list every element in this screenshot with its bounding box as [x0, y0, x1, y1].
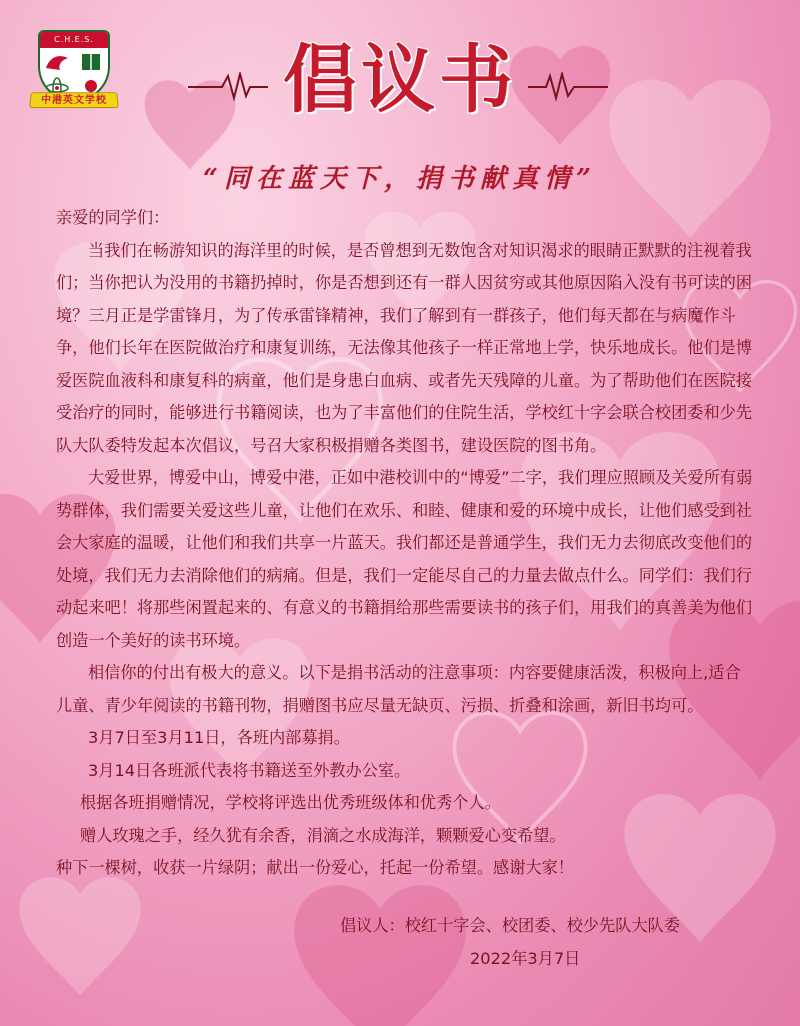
badge-ribbon: 中港英文学校	[29, 92, 119, 108]
schedule-item: 3月14日各班派代表将书籍送至外教办公室。	[88, 760, 411, 780]
subtitle-slogan: “同在蓝天下，捐书献真情”	[203, 164, 597, 194]
closing-line: 根据各班捐赠情况，学校将评选出优秀班级体和优秀个人。	[80, 793, 501, 812]
greeting: 亲爱的同学们：	[56, 208, 170, 227]
schedule-item: 3月7日至3月11日，各班内部募捐。	[88, 728, 350, 747]
badge-initials: C.H.E.S.	[40, 32, 108, 48]
closing-line: 种下一棵树，收获一片绿阴；献出一份爱心，托起一份希望。感谢大家！	[56, 858, 574, 877]
paragraph-2: 大爱世界，博爱中山，博爱中港，正如中港校训中的“博爱”二字，我们理应照顾及关爱所有弱势群体，我们需要关爱这些儿童，让他们在欢乐、和睦、健康和爱的环境中成长，让他们感受到社会大家庭的温暖，让他们和我们共享一片蓝天。我们都还是普通学生，我们无力去彻底改变他们的处境，我们无力去消除他们的病痛。但是，我们一定能尽自己的力量去做点什么。同学们：我们行动起来吧！将那些闲置起来的、有意义的书籍捐给那些需要读书的孩子们，用我们的真善美为他们创造一个美好的读书环境。	[56, 468, 753, 650]
date: 2022年3月7日	[470, 949, 581, 968]
signature: 倡议人：校红十字会、校团委、校少先队大队委	[340, 916, 680, 935]
paragraph-1: 当我们在畅游知识的海洋里的时候，是否曾想到无数饱含对知识渴求的眼睛正默默的注视着我们；当你把认为没用的书籍扔掉时，你是否想到还有一群人因贫穷或其他原因陷入没有书可读的困境？三月正是学雷锋月，为了传承雷锋精神，我们了解到有一群孩子，他们每天都在与病魔作斗争，他们长年在医院做治疗和康复训练，无法像其他孩子一样正常地上学，快乐地成长。他们是博爱医院血液科和康复科的病童，他们是身患白血病、或者先天残障的儿童。为了帮助他们在医院接受治疗的同时，能够进行书籍阅读，也为了丰富他们的住院生活，学校红十字会联合校团委和少先队大队委特发起本次倡议，号召大家积极捐赠各类图书，建设医院的图书角。	[56, 240, 753, 455]
closing-line: 赠人玫瑰之手，经久犹有余香，涓滴之水成海洋，颗颗爱心变希望。	[80, 825, 566, 845]
paragraph-3: 相信你的付出有极大的意义。以下是捐书活动的注意事项：内容要健康活泼，积极向上,适合儿童、青少年阅读的书籍刊物，捐赠图书应尽量无缺页、污损、折叠和涂画，新旧书均可。	[56, 663, 741, 715]
proposal-body	[56, 202, 756, 885]
page-title: 倡议书	[283, 37, 517, 123]
heartbeat-line-right-icon	[528, 72, 608, 102]
